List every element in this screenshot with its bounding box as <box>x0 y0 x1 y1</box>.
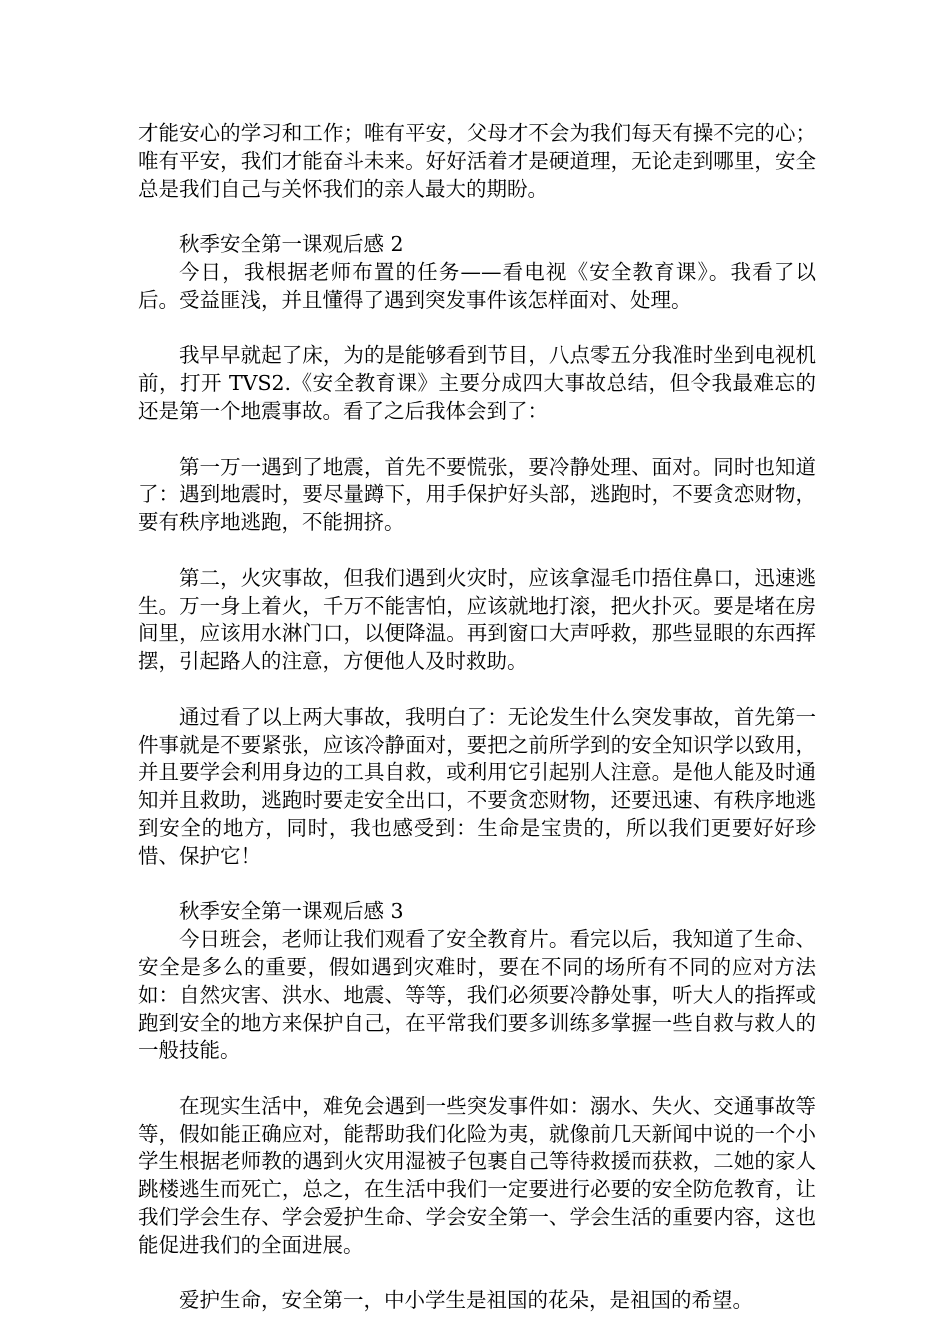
paragraph-intro-continuation: 才能安心的学习和工作；唯有平安，父母才不会为我们每天有操不完的心；唯有平安，我们才能奋斗未来。好好活着才是硬道理，无论走到哪里，安全总是我们自己与关怀我们的亲人最大的期盼。 <box>138 121 816 201</box>
paragraph-closing: 爱护生命，安全第一，中小学生是祖国的花朵，是祖国的希望。 <box>179 1288 753 1313</box>
paragraph-earthquake: 第一万一遇到了地震，首先不要慌张，要冷静处理、面对。同时也知道了：遇到地震时，要尽量蹲下，用手保护好头部，逃跑时，不要贪恋财物，要有秩序地逃跑，不能拥挤。 <box>138 454 816 535</box>
paragraph-watch-tv: 今日，我根据老师布置的任务——看电视《安全教育课》。我看了以后。受益匪浅，并且懂得了遇到突发事件该怎样面对、处理。 <box>138 259 816 312</box>
section-title-3: 秋季安全第一课观后感 3 <box>179 899 404 924</box>
paragraph-real-life: 在现实生活中，难免会遇到一些突发事件如：溺水、失火、交通事故等等，假如能正确应对，能帮助我们化险为夷，就像前几天新闻中说的一个小学生根据老师教的遇到火灾用湿被子包裹自己等待救援而获救，二她的家人跳楼逃生而死亡，总之，在生活中我们一定要进行必要的安全防危教育，让我们学会生存、学会爱护生命、学会安全第一、学会生活的重要内容，这也能促进我们的全面进展。 <box>138 1093 816 1257</box>
paragraph-class-meeting: 今日班会，老师让我们观看了安全教育片。看完以后，我知道了生命、安全是多么的重要，假如遇到灾难时，要在不同的场所有不同的应对方法如：自然灾害、洪水、地震、等等，我们必须要冷静处事，听大人的指挥或跑到安全的地方来保护自己，在平常我们要多训练多掌握一些自救与救人的一般技能。 <box>138 927 816 1063</box>
paragraph-fire: 第二，火灾事故，但我们遇到火灾时，应该拿湿毛巾捂住鼻口，迅速逃生。万一身上着火，千万不能害怕，应该就地打滚，把火扑灭。要是堵在房间里，应该用水淋门口，以便降温。再到窗口大声呼救，那些显眼的东西挥摆，引起路人的注意，方便他人及时救助。 <box>138 565 816 674</box>
document-body <box>138 120 816 1315</box>
section-title-2: 秋季安全第一课观后感 2 <box>179 232 404 257</box>
paragraph-lessons-learned: 通过看了以上两大事故，我明白了：无论发生什么突发事故，首先第一件事就是不要紧张，应该冷静面对，要把之前所学到的安全知识学以致用，并且要学会利用身边的工具自救，或利用它引起别人注意。是他人能及时通知并且救助，逃跑时要走安全出口，不要贪恋财物，还要迅速、有秩序地逃到安全的地方，同时，我也感受到：生命是宝贵的，所以我们更要好好珍惜、保护它！ <box>138 704 816 868</box>
paragraph-early-morning: 我早早就起了床，为的是能够看到节目，八点零五分我准时坐到电视机前，打开 TVS2.《安全教育课》主要分成四大事故总结，但令我最难忘的还是第一个地震事故。看了之后我体会到了： <box>138 343 816 423</box>
